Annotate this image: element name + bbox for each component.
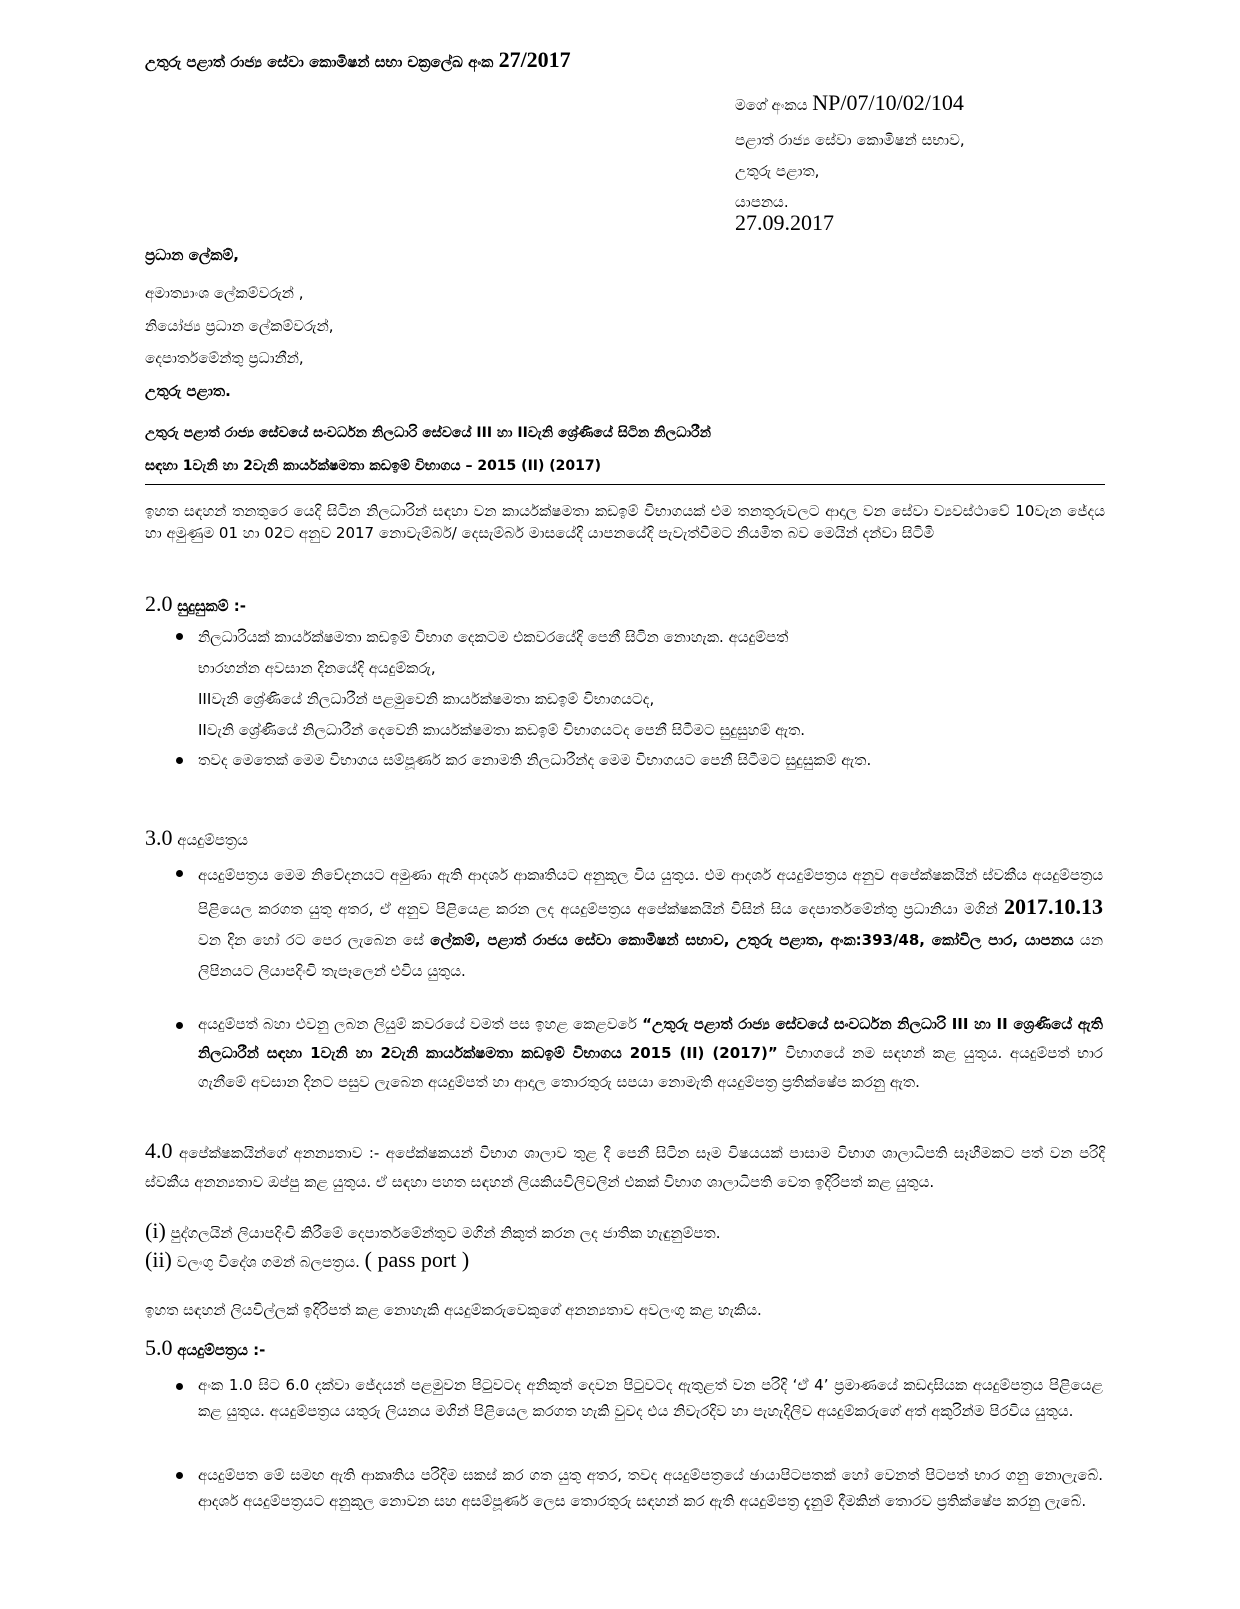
section-5-heading: [145, 1335, 266, 1360]
s3-b2-text-b: විභාගයේ නම සඳහන් කළ යුතුය. අයදුම්පත් භාර ගැනීමේ අවසාන දිනට පසුව ලැබෙන අයදුම්පත් හා ආදාල තොරතුරු සපයා නොමැති අයදුම්පත්‍ර ප්‍රතික්ෂේප කරනු ඇත.: [198, 1044, 1103, 1091]
section-2-title: සුදුසුකම් :-: [177, 597, 246, 615]
subject-underline: [145, 484, 1105, 485]
s3-b1-text-a: අයදුම්පත්‍රය මෙම නිවේදනයට අමුණා ඇති ආදර්ශ ආකෘතියට අනුකූල විය යුතුය. එම ආදර්ශ අයදුම්පත්‍රය අනුව අපේක්ෂකයින් ස්වකීය අයදුම්පත්‍රය පිළියෙල කරගත යුතු අතර, ඒ අනුව පිළියෙළ කරන ලද අයදුම්පත්‍රය අපේක්ෂකයින් විසින් සිය දෙපාර්තමේන්තු ප්‍රධානියා මගින්: [198, 866, 1103, 918]
id-item-1: [145, 1218, 721, 1243]
s2-b1-line1: නිලධාරියක් කාර්යක්ෂමතා කඩඉම් විභාග දෙකටම එකවරයේදි පෙනී සිටින නොහැක. අයදුම්පත්: [198, 628, 789, 646]
bullet-icon: [176, 870, 183, 877]
s2-bullet-2: තවද මෙතෙක් මෙම විභාගය සම්පූර්ණ කර නොමති නිලධාරීන්ද මෙම විභාගයට පෙනී සිටීමට සුදුසුකම් ඇත.: [198, 751, 872, 769]
subject-line-1: උතුරු පළාත් රාජ්‍ය සේවයේ සංවර්ධන නිලධාරි සේවයේ III හා IIවැනි ශ්‍රේණියේ සිටින නිලධාරීන්: [145, 425, 712, 441]
recipient-2: අමාත්‍යාංශ ලේකම්වරුන් ,: [145, 284, 304, 302]
bullet-icon: [176, 1472, 183, 1479]
id-item-2-english: ( pass port ): [364, 1247, 470, 1272]
id-item-2: [145, 1247, 470, 1272]
s3-b2-text-a: අයදුම්පත් බහා එවනු ලබන ලියුම් කවරයේ වමත් පස ඉහළ කෙළවරේ: [198, 1015, 637, 1033]
id-item-1-number: (i): [145, 1218, 166, 1243]
section-3-number: 3.0: [145, 825, 173, 850]
address-line-2: උතුරු පළාත,: [735, 162, 820, 180]
section-4-closing: ඉහත සඳහන් ලියවිල්ලක් ඉදිරිපත් කළ නොහැකි අයදුම්කරුවෙකුගේ අනන්‍යතාව අවලංගු කළ හැකිය.: [145, 1301, 762, 1319]
bullet-icon: [176, 757, 183, 764]
id-item-2-text: වලංගු විදේශ ගමන් බලපත්‍රය.: [176, 1253, 360, 1271]
recipient-1: ප්‍රධාන ලේකම්,: [145, 246, 239, 264]
s3-b1-address: ලේකම්, පළාත් රාජය සේවා කොමිෂන් සභාව, උතුරු පළාත, අංක:393/48, කෝවිල පාර, යාපනය: [430, 931, 1074, 949]
section-3-title: අයදුම්පත්‍රය: [177, 831, 248, 849]
s2-b1-line2: භාරහන්න අවසාන දිනයේදි අයදුම්කරු,: [198, 659, 436, 677]
id-item-2-number: (ii): [145, 1247, 172, 1272]
section-5-number: 5.0: [145, 1335, 173, 1360]
section-5-title: අයදුම්පත්‍රය :-: [177, 1341, 266, 1359]
intro-paragraph: ඉහත සඳහන් තනතුරෙ යෙදි සිටින නිලධාරින් සඳහා වන කාර්යක්ෂමතා කඩඉම් විභාගයක් එම තනතුරුවලට ආදාල වන සේවා ව්‍යවස්ථාවේ 10වැන ජේදය හා අමුණුම 01 හා 02ට අනුව 2017 නොවැම්බර්/ දෙසැම්බර් මාසයේදි යාපනයේදි පැවැත්වීමට නියමිත බව මෙයින් දන්වා සිටිමි: [145, 502, 1105, 542]
reference-number: NP/07/10/02/104: [812, 90, 964, 115]
s2-b1-line3: IIIවැනි ශ්‍රේණියේ නිලධාරීන් පළමුවෙනි කාර්යක්ෂමතා කඩඉම් විභාගයටද,: [198, 690, 655, 708]
section-4-paragraph: [145, 1136, 1105, 1197]
section-2-heading: [145, 591, 246, 616]
recipient-3: නියෝජ්‍ය ප්‍රධාන ලේකම්වරුන්,: [145, 317, 334, 335]
recipient-5: උතුරු පළාත.: [145, 382, 231, 400]
bullet-icon: [176, 1022, 183, 1029]
bullet-icon: [176, 633, 183, 640]
id-item-1-text: පුද්ගලයින් ලියාපදිංචි කිරීමේ දෙපාර්තමේන්තුව මගින් නිකුත් කරන ලද ජාතික හැඳුනුම්පත.: [170, 1224, 721, 1242]
subject-line-2: සඳහා 1වැනි හා 2වැනි කාර්යක්ෂමතා කඩඉම් විභාගය – 2015 (II) (2017): [145, 458, 602, 474]
s5-bullet-1: අංක 1.0 සිට 6.0 දක්වා ජේදයන් පළමුවන පිටුවටද අනිකුත් දෙවන පිටුවටද ඇතුළත් වන පරිදි ‘ඒ 4’ ප්‍රමාණයේ කඩදාසියක අයදුම්පත්‍රය පිළියෙළ කළ යුතුය. අයදුම්පත්‍රය යතුරු ලියනය මගින් පිළියෙල කරගත හැකි වුවද එය නිවැරදිව හා පැහැදිලිව අයදුම්කරුගේ අත් අකුරින්ම පිරවිය යුතුය.: [198, 1376, 1103, 1420]
circular-title: [145, 47, 571, 72]
circular-number: 27/2017: [498, 47, 571, 72]
reference-line: [735, 90, 964, 115]
s3-b1-text-c: යන ලිපිනයට ලියාපදිංචි තැපෑලෙන් එවිය යුතුය.: [198, 931, 1103, 980]
address-line-3: යාපනය.: [735, 193, 789, 211]
section-2-number: 2.0: [145, 591, 173, 616]
reference-label: මගේ අංකය: [735, 96, 808, 114]
s5-bullet-2: අයදුම්පත මේ සමඟ ඇති ආකෘතිය පරිදිම සකස් කර ගත යුතු අතර, තවද අයදුම්පත්‍රයේ ඡායාපිටපතක් හෝ වෙනත් පිටපත් භාර ගනු නොලැබේ. ආදර්ශ අයදුම්පත්‍රයට අනුකූල නොවන සහ අසම්පූර්ණ ලෙස තොරතුරු සඳහන් කර ඇති අයදුම්පත්‍ර දැනුම් දීමකින් තොරව ප්‍රතික්ෂේප කරනු ලැබේ.: [198, 1466, 1104, 1510]
section-4-text: අපේක්ෂකයින්ගේ අනන්‍යතාව :- අපේක්ෂකයන් විභාග ශාලාව තුළ දී පෙනී සිටින සෑම විෂයයක් පාසාම විභාග ශාලාධිපති සෑහීමකට පත් වන පරිදි ස්වකීය අනන්‍යතාව ඔප්පු කළ යුතුය. ඒ සඳහා පහත සඳහන් ලියකියවිලිවලින් එකක් විභාග ශාලාධිපති වෙත ඉදිරිපත් කළ යුතුය.: [145, 1144, 1105, 1191]
s3-b1-date: 2017.10.13: [1003, 894, 1103, 919]
s3-bullet-1: [198, 860, 1103, 987]
section-4-number: 4.0: [145, 1138, 173, 1163]
section-3-heading: [145, 825, 248, 850]
s3-b1-text-b: වන දින හෝ රට පෙර ලැබෙන සේ: [198, 931, 424, 949]
address-line-1: පළාත් රාජ්‍ය සේවා කොමිෂන් සභාව,: [735, 131, 965, 149]
circular-title-text: උතුරු පළාත් රාජ්‍ය සේවා කොමිෂන් සභා චක්‍රලේඛ අංක: [145, 53, 494, 71]
letter-date: 27.09.2017: [735, 210, 834, 235]
recipient-4: දෙපාර්තමේන්තු ප්‍රධානීන්,: [145, 349, 304, 367]
bullet-icon: [176, 1383, 183, 1390]
s3-b2-exam-name: “උතුරු පළාත් රාජ්‍ය සේවයේ සංවර්ධන නිලධාරි III හා II ශ්‍රෙණියේ ඇති නිලධාරීන් සඳහා 1වැනි හා 2වැනි කාර්යක්ෂමතා කඩඉම් විභාගය 2015 (II) (2017)”: [198, 1015, 1103, 1062]
s3-bullet-2: [198, 1010, 1103, 1097]
s2-b1-line4: IIවැනි ශ්‍රේණියේ නිලධාරීන් දෙවෙනි කාර්යක්ෂමතා කඩඉම් විභාගයටද පෙනී සිටීමට සුදුසුහම් ඇත.: [198, 721, 806, 739]
